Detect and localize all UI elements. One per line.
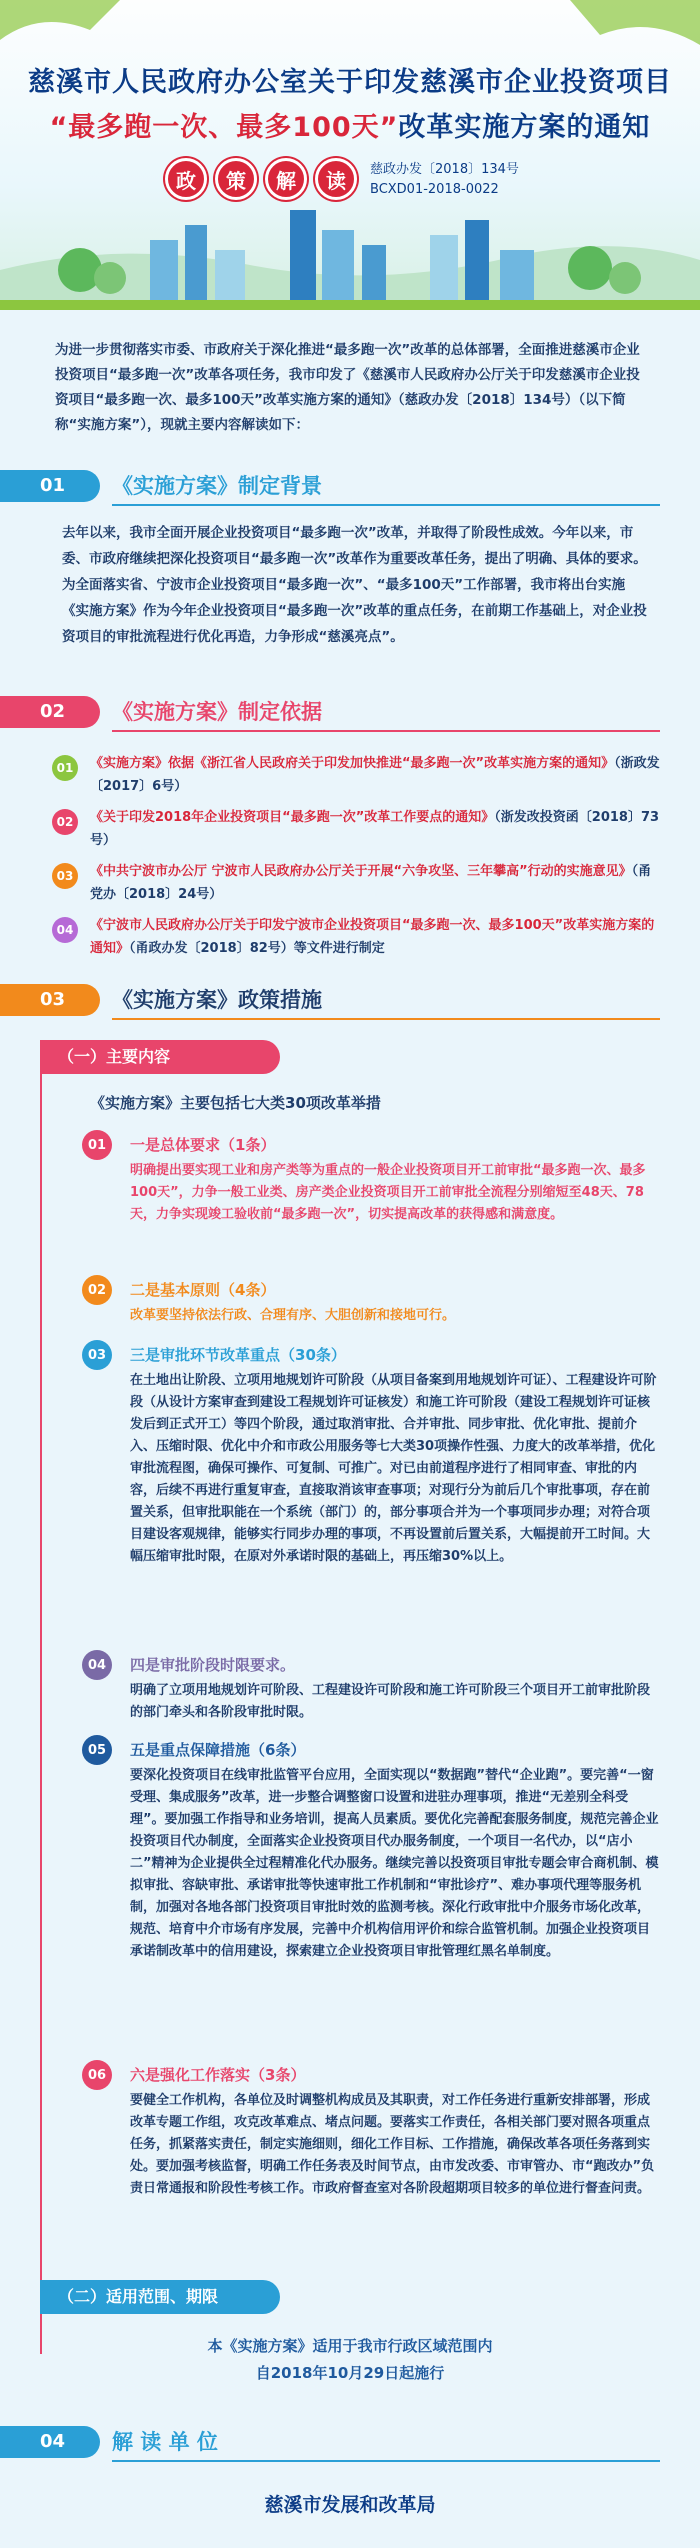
section-number: 01 (0, 470, 100, 502)
basis-document: 《宁波市人民政府办公厅关于印发宁波市企业投资项目“最多跑一次、最多100天”改革实施方案的通知》 (90, 918, 655, 956)
basis-document: 《中共宁波市办公厅 宁波市人民政府办公厅关于开展“六争攻坚、三年攀高”行动的实施意见》 (90, 864, 632, 879)
banner-decoration (0, 0, 700, 60)
measure-body: 要深化投资项目在线审批监管平台应用，全面实现以“数据跑”替代“企业跑”。要完善“一窗受理、集成服务”改革，进一步整合调整窗口设置和进驻办理事项，推进“无差别全科受理”。要加强工作指导和业务培训，提高人员素质。要优化完善配套服务制度，规范完善企业投资项目代办制度，全面落实企业投资项目代办服务制度，一个项目一名代办，以“店小二”精神为企业提供全过程精准化代办服务。继续完善以投资项目审批专题会审合商机制、模拟审批、容缺审批、承诺审批等快速审批工作机制和“审批诊疗”、难办事项代理等服务机制，加强对各地各部门投资项目审批时效的监测考核。深化行政审批中介服务市场化改革，规范、培育中介市场有序发展，完善中介机构信用评价和综合监管机制。加强企业投资项目承诺制改革中的信用建设，探索建立企业投资项目审批管理红黑名单制度。 (130, 1768, 659, 1959)
basis-document: 《关于印发2018年企业投资项目“最多跑一次”改革工作要点的通知》 (90, 810, 495, 825)
interpreting-unit: 慈溪市发展和改革局 (264, 2494, 436, 2516)
seal-char: 政 (165, 158, 207, 200)
section-title: 解 读 单 位 (112, 2430, 218, 2454)
basis-doc-number: （浙政发〔2017〕6号） (90, 756, 660, 794)
seal-char: 策 (215, 158, 257, 200)
measure-number: 02 (82, 1275, 112, 1305)
section-number: 04 (0, 2426, 100, 2458)
seal-char: 解 (265, 158, 307, 200)
basis-document: 《实施方案》依据《浙江省人民政府关于印发加快推进“最多跑一次”改革实施方案的通知》 (90, 756, 615, 771)
measure-item (82, 1340, 662, 1650)
title-line-1: 慈溪市人民政府办公室关于印发慈溪市企业投资项目 (28, 67, 672, 98)
measure-number: 03 (82, 1340, 112, 1370)
measure-number: 04 (82, 1650, 112, 1680)
subsection-line (40, 1074, 42, 2354)
section-divider (112, 1018, 660, 1020)
seal-char: 读 (315, 158, 357, 200)
scope-line-1: 本《实施方案》适用于我市行政区域范围内 (207, 2337, 493, 2355)
policy-interpretation-seals (165, 158, 357, 200)
document-number (370, 160, 519, 200)
measure-item (82, 2060, 662, 2270)
city-skyline-illustration (0, 200, 700, 310)
intro-paragraph: 为进一步贯彻落实市委、市政府关于深化推进“最多跑一次”改革的总体部署，全面推进慈溪市企业投资项目“最多跑一次”改革各项任务，我市印发了《慈溪市人民政府办公厅关于印发慈溪市企业投资项目“最多跑一次、最多100天”改革实施方案的通知》（慈政办发〔2018〕134号）（以下简称“实施方案”），现就主要内容解读如下： (55, 342, 640, 433)
measure-heading: 二是基本原则（4条） (130, 1281, 276, 1299)
basis-item (52, 806, 662, 852)
measure-heading: 三是审批环节改革重点（30条） (130, 1346, 346, 1364)
basis-doc-number: （甬党办〔2018〕24号） (90, 864, 652, 902)
section-title: 《实施方案》制定背景 (112, 474, 322, 498)
measures-summary: 《实施方案》主要包括七大类30项改革举措 (90, 1094, 381, 1112)
measure-item (82, 1130, 662, 1270)
basis-number: 02 (52, 809, 78, 835)
section-01-header (0, 466, 700, 506)
measure-item (82, 1735, 662, 2065)
measure-body: 要健全工作机构，各单位及时调整机构成员及其职责，对工作任务进行重新安排部署，形成改革专题工作组，攻克改革难点、堵点问题。要落实工作责任，各相关部门要对照各项重点任务，抓紧落实责任，制定实施细则，细化工作目标、工作措施，确保改革各项任务落到实处。要加强考核监督，明确工作任务表及时间节点，由市发改委、市审管办、市“跑改办”负责日常通报和阶段性考核工作。市政府督查室对各阶段超期项目较多的单位进行督查问责。 (130, 2093, 655, 2196)
measure-number: 05 (82, 1735, 112, 1765)
scope-line-2: 自2018年10月29日起施行 (255, 2364, 445, 2382)
measure-body: 明确了立项用地规划许可阶段、工程建设许可阶段和施工许可阶段三个项目开工前审批阶段的部门牵头和各阶段审批时限。 (130, 1683, 651, 1720)
basis-item (52, 914, 662, 960)
section-03-header (0, 980, 700, 1020)
background-paragraph: 去年以来，我市全面开展企业投资项目“最多跑一次”改革，并取得了阶段性成效。今年以来，市委、市政府继续把深化投资项目“最多跑一次”改革作为重要改革任务，提出了明确、具体的要求。为全面落实省、宁波市企业投资项目“最多跑一次”、“最多100天”工作部署，我市将出台实施《实施方案》作为今年企业投资项目“最多跑一次”改革的重点任务，在前期工作基础上，对企业投资项目的审批流程进行优化再造，力争形成“慈溪亮点”。 (62, 525, 647, 645)
measure-number: 06 (82, 2060, 112, 2090)
title-highlight: “最多跑一次、最多100天” (49, 112, 399, 143)
section-title: 《实施方案》政策措施 (112, 988, 322, 1012)
subsection-scope: （二）适用范围、期限 (40, 2280, 280, 2314)
measure-body: 在土地出让阶段、立项用地规划许可阶段（从项目备案到用地规划许可证）、工程建设许可阶段（从设计方案审查到建设工程规划许可证核发）和施工许可阶段（建设工程规划许可证核发后到正式开工）等四个阶段，通过取消审批、合并审批、同步审批、优化审批、提前介入、压缩时限、优化中介和市政公用服务等七大类30项操作性强、力度大的改革举措，优化审批流程图，确保可操作、可复制、可推广。对已由前道程序进行了相同审查、审批的内容，后续不再进行重复审查，直接取消该审查事项；对现行分为前后几个审批事项，存在前置关系，但审批职能在一个系统（部门）的，部分事项合并为一个事项同步办理；对符合项目建设客观规律，能够实行同步办理的事项，不再设置前后置关系，大幅提前开工时间。大幅压缩审批时限，在原对外承诺时限的基础上，再压缩30%以上。 (130, 1373, 657, 1564)
measure-body: 明确提出要实现工业和房产类等为重点的一般企业投资项目开工前审批“最多跑一次、最多100天”，力争一般工业类、房产类企业投资项目开工前审批全流程分别缩短至48天、78天，力争实现竣工验收前“最多跑一次”，切实提高改革的获得感和满意度。 (130, 1163, 646, 1222)
section-divider (112, 504, 660, 506)
section-divider (112, 730, 660, 732)
measure-item (82, 1650, 662, 1730)
basis-doc-number: （浙发改投资函〔2018〕73号） (90, 810, 660, 848)
measure-heading: 六是强化工作落实（3条） (130, 2066, 306, 2084)
section-04-header (0, 2422, 700, 2462)
doc-number: 慈政办发〔2018〕134号 (370, 162, 519, 177)
title-rest: 改革实施方案的通知 (398, 112, 651, 143)
section-title: 《实施方案》制定依据 (112, 700, 322, 724)
section-divider (112, 2460, 660, 2462)
header-banner (0, 0, 700, 310)
basis-number: 03 (52, 863, 78, 889)
measure-item (82, 1275, 662, 1335)
measure-heading: 一是总体要求（1条） (130, 1136, 276, 1154)
measure-heading: 五是重点保障措施（6条） (130, 1741, 306, 1759)
subsection-main-content: （一）主要内容 (40, 1040, 280, 1074)
doc-code: BCXD01-2018-0022 (370, 182, 499, 197)
measure-heading: 四是审批阶段时限要求。 (130, 1656, 296, 1674)
basis-item (52, 752, 662, 798)
basis-number: 01 (52, 755, 78, 781)
section-02-header (0, 692, 700, 732)
section-number: 02 (0, 696, 100, 728)
measure-body: 改革要坚持依法行政、合理有序、大胆创新和接地可行。 (130, 1308, 456, 1323)
title-line-2 (0, 105, 700, 144)
section-number: 03 (0, 984, 100, 1016)
basis-item (52, 860, 662, 906)
measure-number: 01 (82, 1130, 112, 1160)
basis-doc-number: （甬政办发〔2018〕82号）等文件进行制定 (129, 941, 385, 956)
basis-number: 04 (52, 917, 78, 943)
